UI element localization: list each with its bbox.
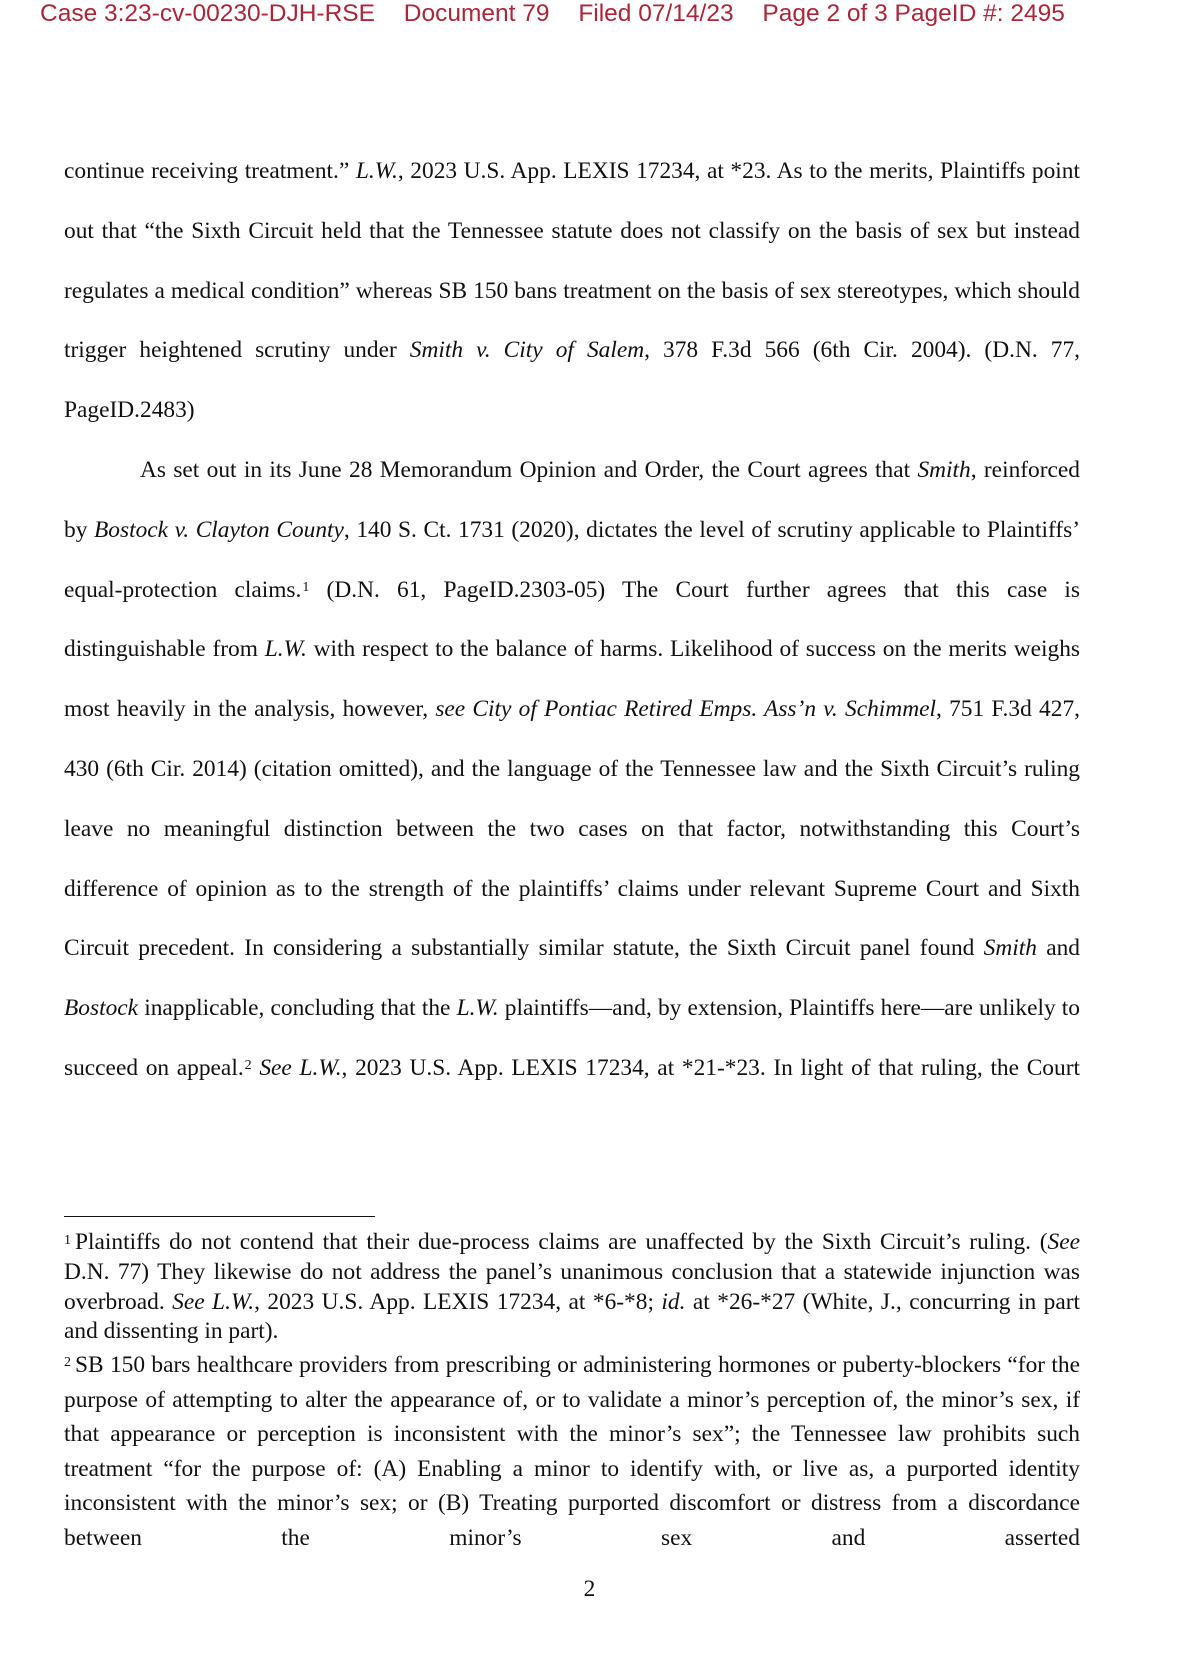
- paragraph-2: As set out in its June 28 Memorandum Opinion and Order, the Court agrees that Smith, reinforced by Bostock v. Clayton County, 140 S. Ct. 1731 (2020), dictates the level of scrutiny applicable to Plaintiffs’ equal-protection claims.$^1$ (D.N. 61, PageID.2303-05) The Court further agrees that this case is distinguishable from L.W. with respect to the balance of harms. Likelihood of success on the merits weighs most heavily in the analysis, however, see City of Pontiac Retired Emps. Ass’n v. Schimmel, 751 F.3d 427, 430 (6th Cir. 2014) (citation omitted), and the language of the Tennessee law and the Sixth Circuit’s ruling leave no meaningful distinction between the two cases on that factor, notwithstanding this Court’s difference of opinion as to the strength of the plaintiffs’ claims under relevant Supreme Court and Sixth Circuit precedent. In considering a substantially similar statute, the Sixth Circuit panel found Smith and Bostock inapplicable, concluding that the L.W. plaintiffs—and, by extension, Plaintiffs here—are unlikely to succeed on appeal.$^2$ See L.W., 2023 U.S. App. LEXIS 17234, at *21-*23. In light of that ruling, the Court: [64, 456, 1080, 1081]
- footnote-ref-1[interactable]: 1: [302, 579, 310, 595]
- footnote-2: $^2$ SB 150 bars healthcare providers from prescribing or administering hormones or puberty-blockers “for the purpose of attempting to alter the appearance of, or to validate a minor’s perception of, the minor’s sex, if that appearance or perception is inconsistent with the minor’s sex”; the Tennessee law prohibits such treatment “for the purpose of: (A) Enabling a minor to identify with, or live as, a purported identity inconsistent with the minor’s sex; or (B) Treating purported discomfort or distress from a discordance between the minor’s sex and asserted: [64, 1352, 1080, 1551]
- ecf-header: [40, 0, 1087, 28]
- case-number: Case 3:23-cv-00230-DJH-RSE: [40, 0, 375, 27]
- document-number: Document 79: [403, 0, 550, 27]
- paragraph-1: continue receiving treatment.” L.W., 2023 U.S. App. LEXIS 17234, at *23. As to the merits, Plaintiffs point out that “the Sixth Circuit held that the Tennessee statute does not classify on the basis of sex but instead regulates a medical condition” whereas SB 150 bans treatment on the basis of sex stereotypes, which should trigger heightened scrutiny under Smith v. City of Salem, 378 F.3d 566 (6th Cir. 2004). (D.N. 77, PageID.2483): [64, 158, 1080, 424]
- page-number: 2: [583, 1576, 596, 1602]
- footnote-ref-2[interactable]: 2: [244, 1057, 252, 1073]
- body-text: [64, 142, 1080, 1099]
- footnote-1: $^1$ Plaintiffs do not contend that their due-process claims are unaffected by the Sixth Circuit’s ruling. (See D.N. 77) They likewise do not address the panel’s unanimous conclusion that a statewide injunction was overbroad. See L.W., 2023 U.S. App. LEXIS 17234, at *6-*8; id. at *26-*27 (White, J., concurring in part and dissenting in part).: [64, 1229, 1080, 1345]
- footnote-1-marker: 1: [64, 1233, 71, 1248]
- filed-date: Filed 07/14/23: [578, 0, 734, 27]
- footnote-divider: [64, 1216, 375, 1217]
- page-id: Page 2 of 3 PageID #: 2495: [762, 0, 1065, 27]
- footnote-2-marker: 2: [64, 1355, 71, 1370]
